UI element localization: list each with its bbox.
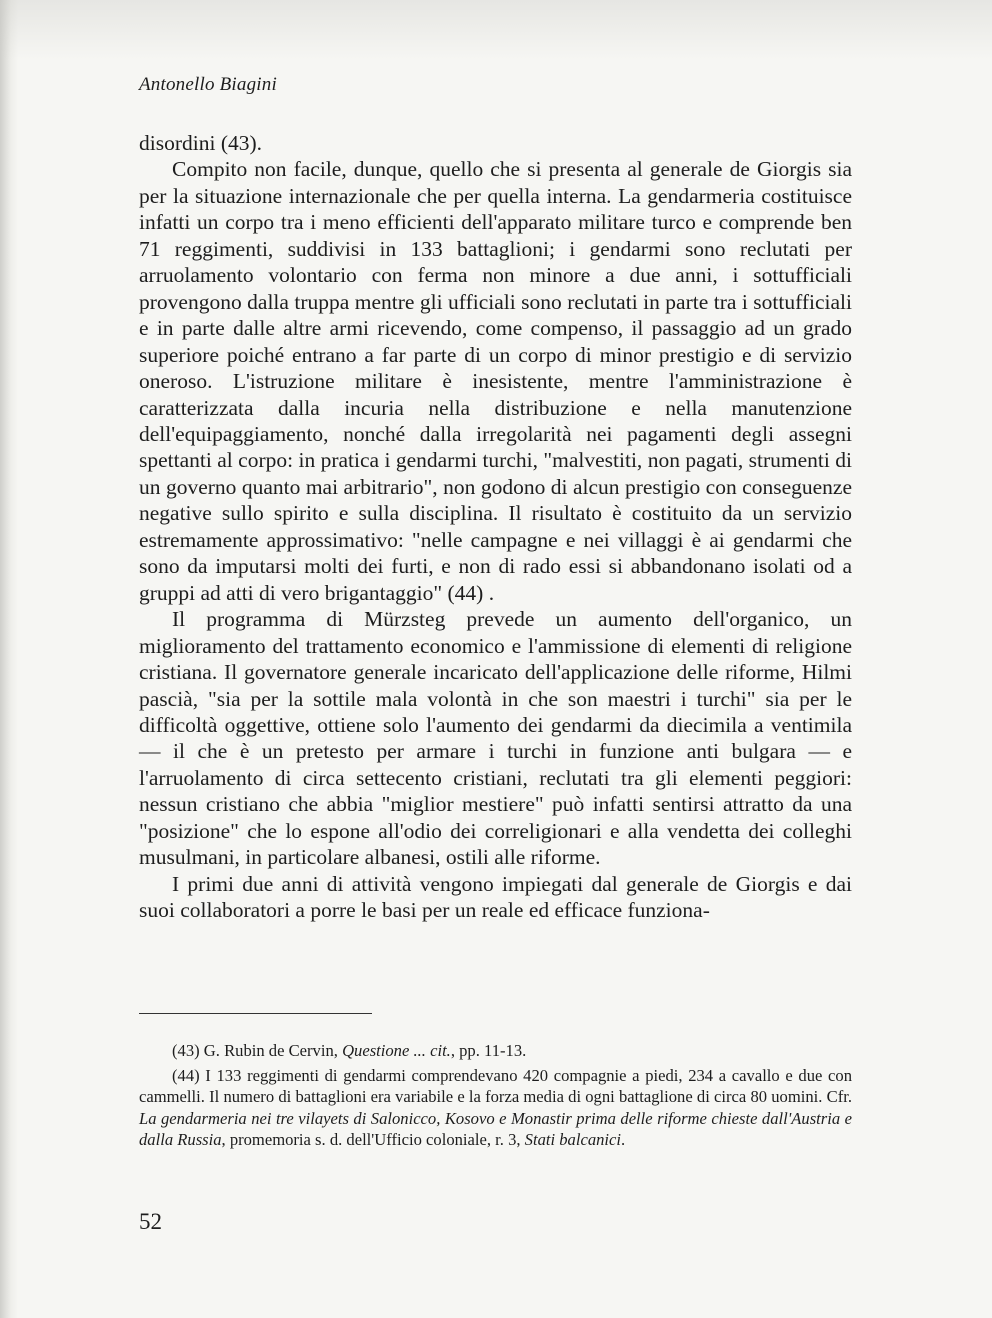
footnote-44	[139, 1065, 852, 1151]
paragraph-4: I primi due anni di attività vengono impiegati dal generale de Giorgis e dai suoi collaboratori a porre le basi per un reale ed efficace funziona-	[139, 871, 852, 923]
paragraph-1: disordini (43).	[139, 131, 263, 155]
footnote-44-end: .	[621, 1130, 626, 1149]
page-number: 52	[139, 1209, 162, 1234]
footnote-43-title: Questione ... cit.	[342, 1041, 451, 1060]
footnote-44-series: Stati balcanici	[524, 1130, 621, 1149]
paragraph-2: Compito non facile, dunque, quello che si presenta al generale de Giorgis sia per la situazione internazionale che per quella interna. La gendarmeria costituisce infatti un corpo tra i meno efficienti dell'apparato militare turco e comprende ben 71 reggimenti, suddivisi in 133 battaglioni; i gendarmi sono reclutati per arruolamento volontario con ferma non minore a due anni, i sottufficiali provengono dalla truppa mentre gli ufficiali sono reclutati in parte tra i sottufficiali e in parte dalle altre armi ricevendo, come compenso, il passaggio ad un grado superiore poiché entrano a far parte di un corpo di minor prestigio e di servizio oneroso. L'istruzione militare è inesistente, mentre l'amministrazione è caratterizzata dalla incuria nella distribuzione e nella manutenzione dell'equipaggiamento, nonché dalla irregolarità nei pagamenti degli assegni spettanti al corpo: in pratica i gendarmi turchi, "malvestiti, non pagati, strumenti di un governo quanto mai arbitrario", non godono di alcun prestigio con conseguenze negative sullo spirito e sulla disciplina. Il risultato è costituito da un servizio estremamente approssimativo: "nelle campagne e nei villaggi è ai gendarmi che sono da imputarsi molti dei furti, e non di rado essi si abbandonano isolati od a gruppi ad atti di vero brigantaggio" (44) .	[139, 157, 852, 605]
footnote-rule	[139, 1013, 372, 1014]
scan-top-shadow	[0, 0, 992, 60]
footnote-43-pages: , pp. 11-13.	[450, 1041, 527, 1060]
running-head: Antonello Biagini	[139, 74, 277, 95]
footnotes	[139, 1040, 852, 1151]
footnote-44-text: (44) I 133 reggimenti di gendarmi comprendevano 420 compagnie a piedi, 234 a cavallo e due con cammelli. Il numero di battaglioni era variabile e la forza media di ogni battaglione di circa 80 uomini. Cfr.	[139, 1065, 852, 1106]
footnote-44-title: La gendarmeria nei tre vilayets di Salonicco, Kosovo e Monastir prima delle riforme chieste dall'Austria e dalla Russia	[139, 1108, 852, 1149]
footnote-44-source: , promemoria s. d. dell'Ufficio coloniale, r. 3,	[221, 1130, 525, 1149]
paragraph-3: Il programma di Mürzsteg prevede un aumento dell'organico, un miglioramento del trattamento economico e l'ammissione di elementi di religione cristiana. Il governatore generale incaricato dell'applicazione delle riforme, Hilmi pascià, "sia per la sottile mala volontà in che son maestri i turchi" sia per le difficoltà oggettive, ottiene solo l'aumento dei gendarmi da diecimila a ventimila — il che è un pretesto per armare i turchi in funzione anti bulgara — e l'arruolamento di circa settecento cristiani, reclutati tra gli elementi peggiori: nessun cristiano che abbia "miglior mestiere" può infatti sentirsi attratto da una "posizione" che lo espone all'odio dei correligionari e alla vendetta dei colleghi musulmani, in particolare albanesi, ostili alle riforme.	[139, 607, 852, 870]
footnote-43	[139, 1040, 852, 1062]
scan-edge-shadow	[0, 0, 18, 1318]
main-text	[139, 130, 852, 924]
footnote-43-text: (43) G. Rubin de Cervin,	[172, 1041, 343, 1060]
